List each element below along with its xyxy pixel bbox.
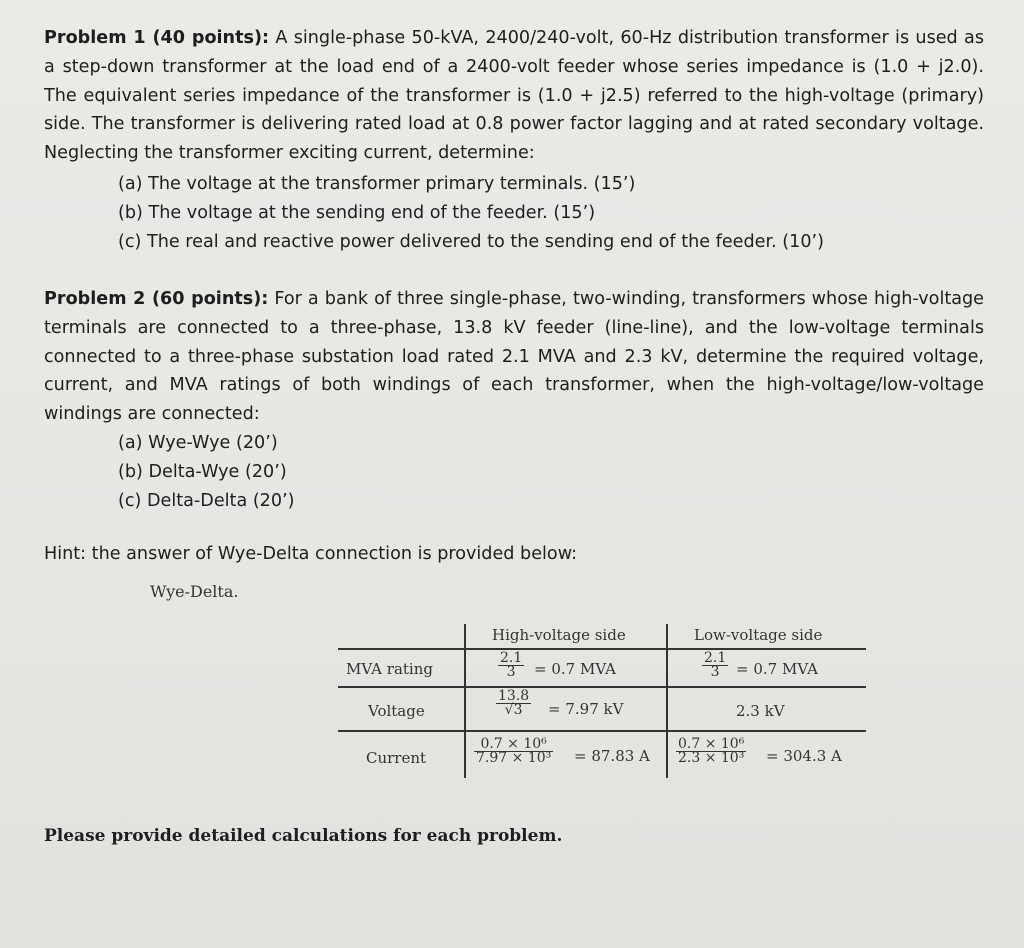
problem-2-part-b: (b) Delta-Wye (20’) <box>118 462 287 482</box>
table-rule-row1 <box>338 686 866 688</box>
wye-delta-table <box>338 620 866 780</box>
current-lv-result: = 304.3 A <box>766 747 842 765</box>
voltage-hv-fraction <box>496 690 531 717</box>
voltage-lv-value: 2.3 kV <box>736 702 785 720</box>
mva-hv-num: 2.1 <box>500 650 523 666</box>
current-lv-den: 2.3 × 10³ <box>678 750 745 766</box>
mva-hv-result: = 0.7 MVA <box>534 660 616 678</box>
row-label-current: Current <box>366 749 427 767</box>
voltage-hv-num: 13.8 <box>498 688 530 704</box>
problem-2-part-c: (c) Delta-Delta (20’) <box>118 491 295 511</box>
row-label-voltage: Voltage <box>368 702 425 720</box>
voltage-hv-den: √3 <box>504 702 523 718</box>
current-hv-result: = 87.83 A <box>574 747 650 765</box>
current-hv-den: 7.97 × 10³ <box>476 750 552 766</box>
instructions-footer: Please provide detailed calculations for each problem. <box>44 826 563 846</box>
mva-lv-fraction <box>702 652 728 679</box>
current-lv-fraction <box>676 738 746 765</box>
row-label-mva: MVA rating <box>346 660 433 678</box>
problem-1-part-a: (a) The voltage at the transformer primary terminals. (15’) <box>118 174 636 194</box>
voltage-hv-result: = 7.97 kV <box>548 700 624 718</box>
header-low-voltage: Low-voltage side <box>694 626 823 644</box>
wye-delta-title: Wye-Delta. <box>150 582 239 601</box>
mva-lv-den: 3 <box>710 664 720 680</box>
problem-2-statement <box>44 285 984 429</box>
mva-lv-num: 2.1 <box>704 650 727 666</box>
problem-2-part-a: (a) Wye-Wye (20’) <box>118 433 278 453</box>
problem-1-heading: Problem 1 (40 points): <box>44 28 270 48</box>
header-high-voltage: High-voltage side <box>492 626 626 644</box>
hint-text: Hint: the answer of Wye-Delta connection is provided below: <box>44 544 578 564</box>
table-rule-header <box>338 648 866 650</box>
problem-1-text: A single-phase 50-kVA, 2400/240-volt, 60-Hz distribution transformer is used as a step-down transformer at the load end of a 2400-volt feeder whose series impedance is (1.0 + j2.0). The equivalent series impedance of the transformer is (1.0 + j2.5) referred to the high-voltage (primary) side. The transformer is delivering rated load at 0.8 power factor lagging and at rated secondary voltage. Neglecting the transformer exciting current, determine: <box>44 28 984 164</box>
current-lv-num: 0.7 × 10⁶ <box>678 736 745 752</box>
problem-1-part-c: (c) The real and reactive power delivered to the sending end of the feeder. (10’) <box>118 232 825 252</box>
mva-hv-den: 3 <box>506 664 516 680</box>
current-hv-num: 0.7 × 10⁶ <box>474 738 553 752</box>
mva-hv-fraction <box>498 652 524 679</box>
problem-2-heading: Problem 2 (60 points): <box>44 289 269 309</box>
problem-1-part-b: (b) The voltage at the sending end of the feeder. (15’) <box>118 203 596 223</box>
mva-lv-result: = 0.7 MVA <box>736 660 818 678</box>
problem-1-statement <box>44 24 984 168</box>
table-rule-row2 <box>338 730 866 732</box>
problem-2-text: For a bank of three single-phase, two-winding, transformers whose high-voltage terminals are connected to a three-phase, 13.8 kV feeder (line-line), and the low-voltage terminals connected to a three-phase substation load rated 2.1 MVA and 2.3 kV, determine the required voltage, current, and MVA ratings of both windings of each transformer, when the high-voltage/low-voltage windings are connected: <box>44 289 985 425</box>
current-hv-fraction <box>474 738 553 765</box>
